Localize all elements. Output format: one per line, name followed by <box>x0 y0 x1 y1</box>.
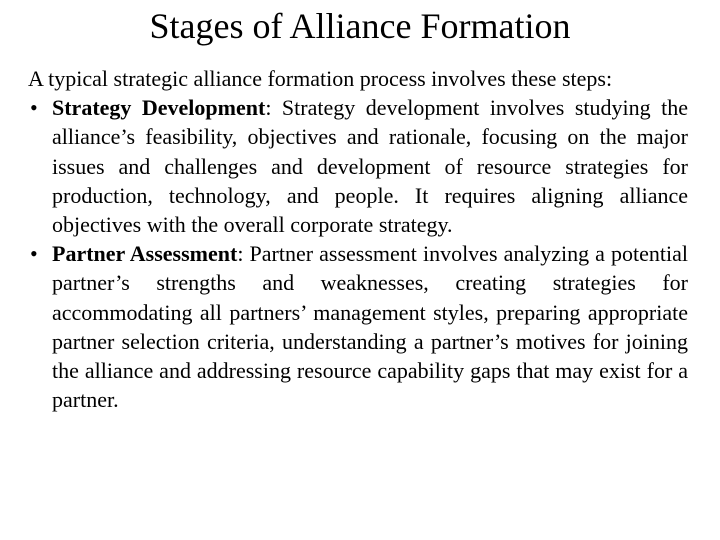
bullet-marker: • <box>30 95 38 121</box>
slide-body <box>28 64 688 414</box>
bullet-term: Partner Assessment <box>52 241 238 267</box>
bullet-separator: : <box>237 241 244 267</box>
bullet-marker: • <box>30 241 38 267</box>
bullet-separator: : <box>265 95 272 121</box>
bullet-strategy-development <box>28 93 688 239</box>
intro-text: A typical strategic alliance formation process involves these steps: <box>28 66 613 91</box>
slide-title: Stages of Alliance Formation <box>149 6 571 46</box>
bullet-text: Partner assessment involves analyzing a potential partner’s strengths and weaknesses, creating strategies for accommodating all partners’ management styles, preparing appropriate partner selection criteria, understanding a partner’s motives for joining the alliance and addressing resource capability gaps that may exist for a partner. <box>52 241 688 413</box>
bullet-partner-assessment <box>28 239 688 414</box>
bullet-list <box>28 93 688 414</box>
bullet-term: Strategy Development <box>52 95 266 121</box>
bullet-text: Strategy development involves studying the alliance’s feasibility, objectives and rationale, focusing on the major issues and challenges and development of resource strategies for production, technology, and people. It requires aligning alliance objectives with the overall corporate strategy. <box>52 95 688 238</box>
